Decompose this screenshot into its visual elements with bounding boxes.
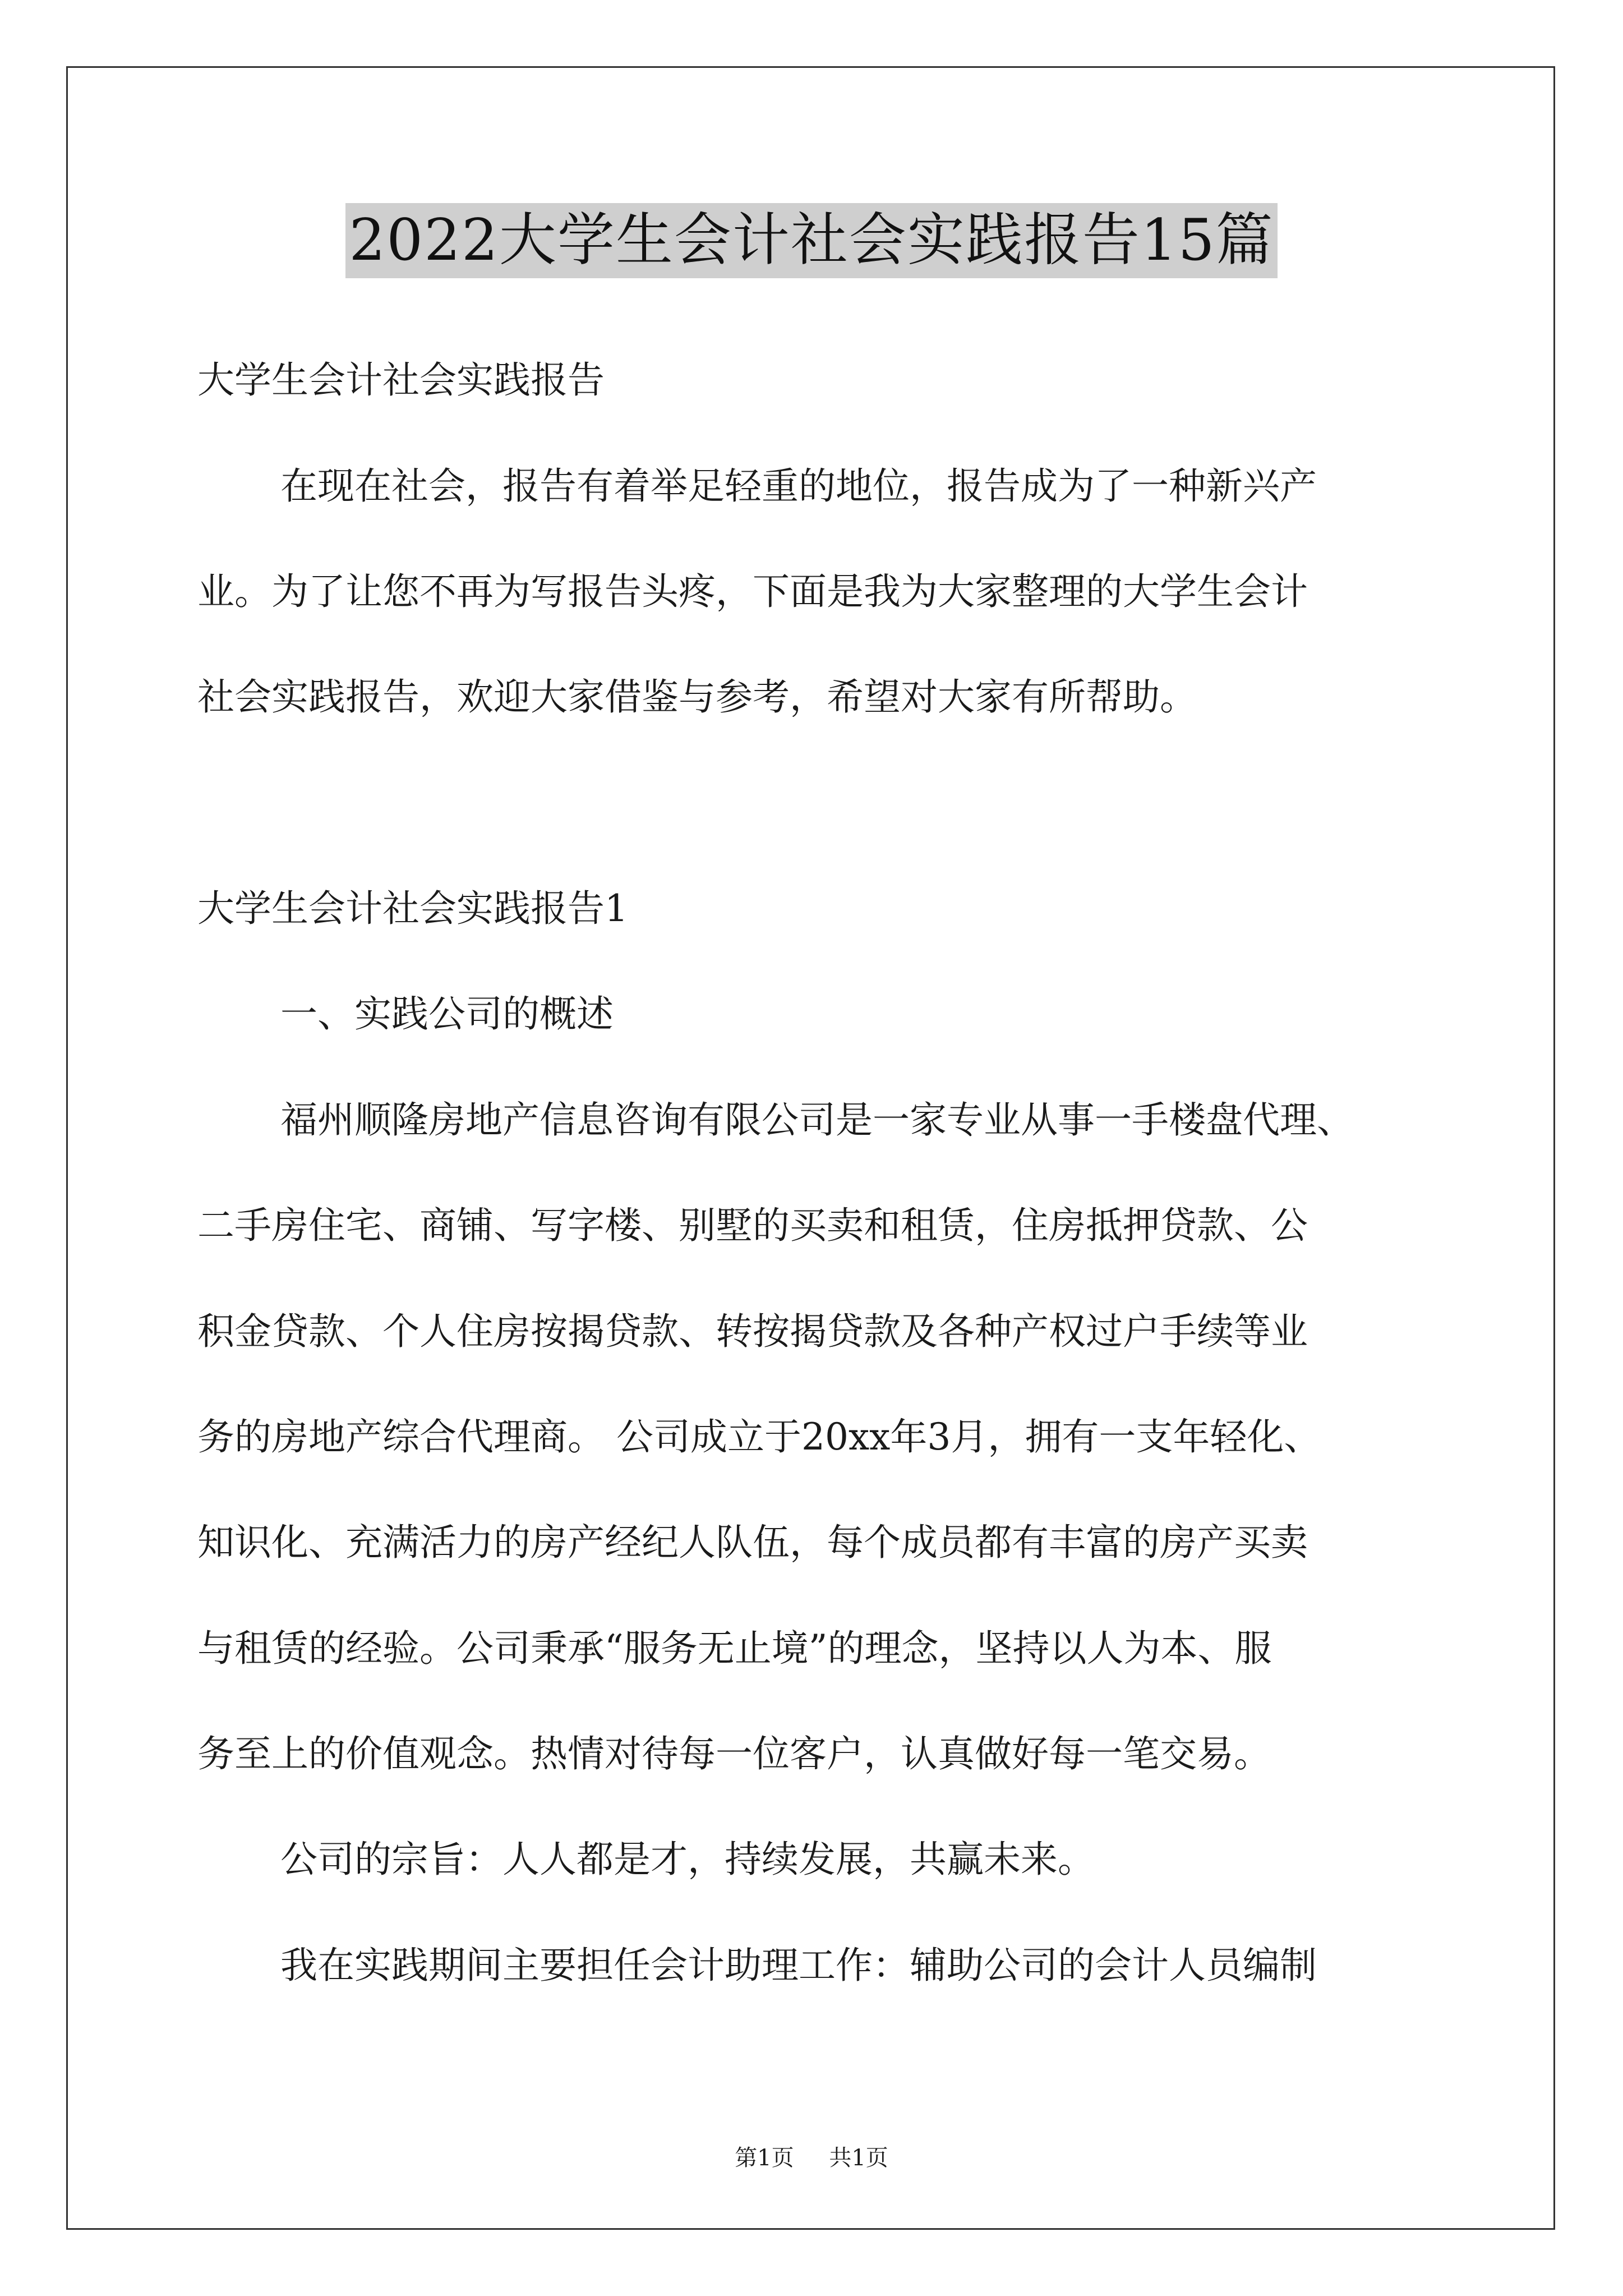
intro-line-1: 在现在社会，报告有着举足轻重的地位，报告成为了一种新兴产 [280, 464, 1317, 508]
company-line-1: 福州顺隆房地产信息咨询有限公司是一家专业从事一手楼盘代理、 [280, 1098, 1354, 1142]
company-tenet: 公司的宗旨：人人都是才，持续发展，共赢未来。 [280, 1838, 1095, 1881]
company-line-5: 知识化、充满活力的房产经纪人队伍，每个成员都有丰富的房产买卖 [197, 1521, 1308, 1564]
intro-line-2: 业。为了让您不再为写报告头疼，下面是我为大家整理的大学生会计 [197, 570, 1308, 613]
subheading-company-overview: 一、实践公司的概述 [280, 992, 614, 1036]
title-container [0, 203, 1623, 278]
page-number: 第1页 [735, 2145, 794, 2171]
page-total: 共1页 [829, 2145, 888, 2171]
company-line-6: 与租赁的经验。公司秉承“服务无止境”的理念，坚持以人为本、服 [197, 1627, 1272, 1670]
section-heading: 大学生会计社会实践报告1 [197, 887, 628, 930]
document-title: 2022大学生会计社会实践报告15篇 [345, 203, 1277, 278]
work-description: 我在实践期间主要担任会计助理工作：辅助公司的会计人员编制 [280, 1944, 1317, 1987]
page-footer [0, 2144, 1623, 2172]
company-line-2: 二手房住宅、商铺、写字楼、别墅的买卖和租赁，住房抵押贷款、公 [197, 1204, 1308, 1247]
company-line-4: 务的房地产综合代理商。 公司成立于20xx年3月，拥有一支年轻化、 [197, 1415, 1321, 1458]
intro-line-3: 社会实践报告，欢迎大家借鉴与参考，希望对大家有所帮助。 [197, 675, 1197, 719]
company-line-3: 积金贷款、个人住房按揭贷款、转按揭贷款及各种产权过户手续等业 [197, 1310, 1308, 1353]
document-subtitle: 大学生会计社会实践报告 [197, 358, 605, 402]
company-line-7: 务至上的价值观念。热情对待每一位客户，认真做好每一笔交易。 [197, 1732, 1271, 1775]
